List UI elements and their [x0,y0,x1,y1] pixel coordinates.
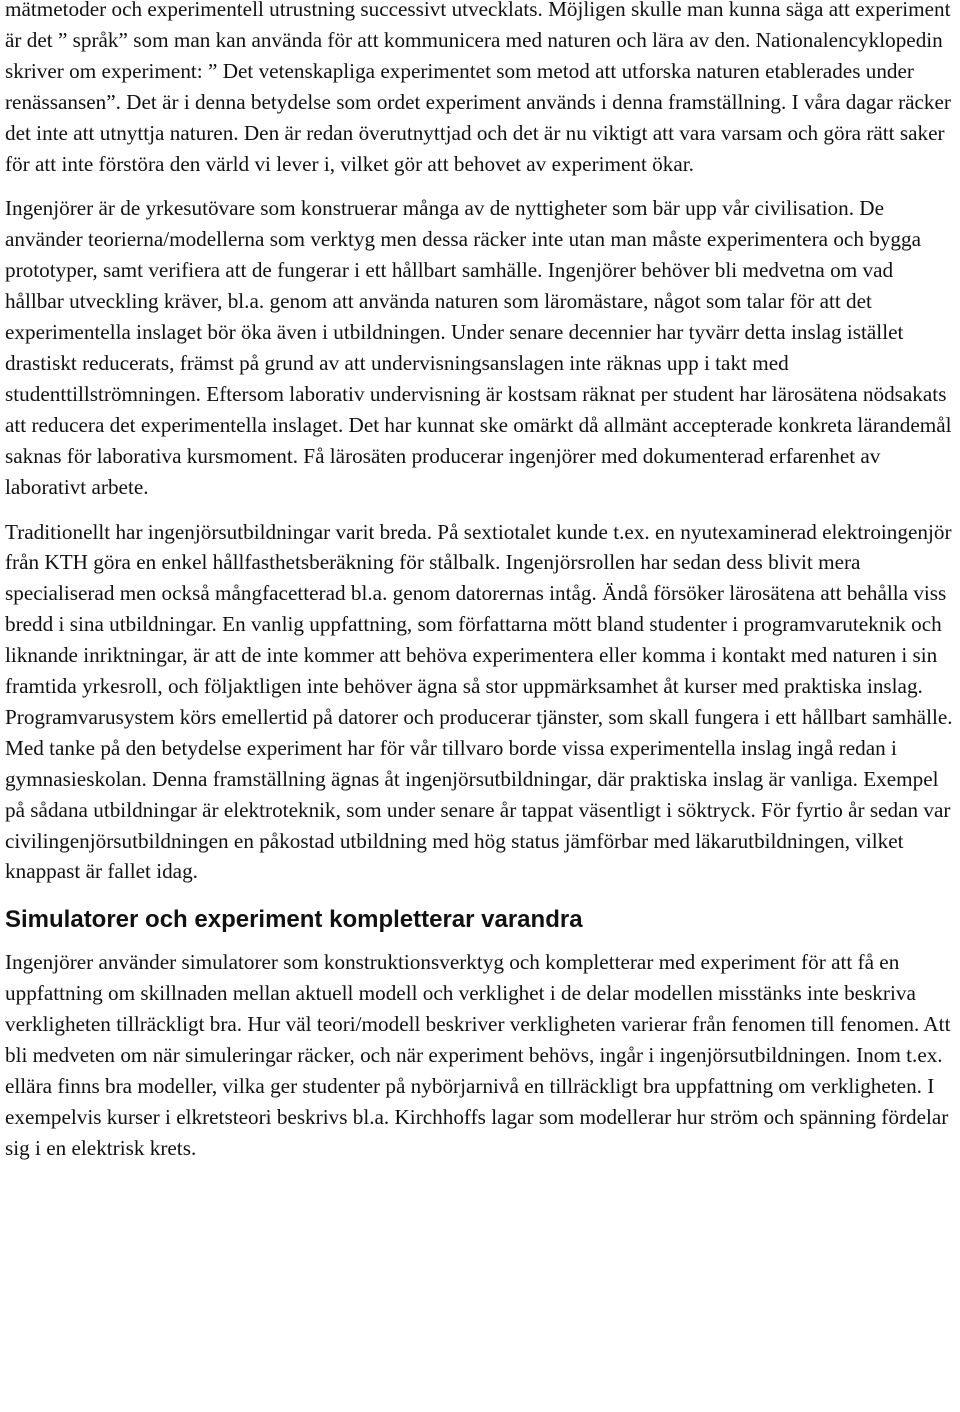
paragraph-engineers-sustainability: Ingenjörer är de yrkesutövare som konstruerar många av de nyttigheter som bär upp vår civilisation. De använder teorierna/modellerna som verktyg men dessa räcker inte utan man måste experimentera och bygga prototyper, samt verifiera att de fungerar i ett hållbart samhälle. Ingenjörer behöver bli medvetna om vad hållbar utveckling kräver, bl.a. genom att använda naturen som läromästare, något som talar för att det experimentella inslaget bör öka även i utbildningen. Under senare decennier har tyvärr detta inslag istället drastiskt reducerats, främst på grund av att undervisningsanslagen inte räknas upp i takt med studenttillströmningen. Eftersom laborativ undervisning är kostsam räknat per student har lärosätena nödsakats att reducera det experimentella inslaget. Det har kunnat ske omärkt då allmänt accepterade konkreta lärandemål saknas för laborativa kursmoment. Få lärosäten producerar ingenjörer med dokumenterad erfarenhet av laborativt arbete. [5,196,952,499]
paragraph-broad-engineering-education: Traditionellt har ingenjörsutbildningar varit breda. På sextiotalet kunde t.ex. en nyutexaminerad elektroingenjör från KTH göra en enkel hållfasthetsberäkning för stålbalk. Ingenjörsrollen har sedan dess blivit mera specialiserad men också mångfacetterad bl.a. genom datorernas intåg. Ändå försöker lärosätena att behålla viss bredd i sina utbildningar. En vanlig uppfattning, som författarna mött bland studenter i programvaruteknik och liknande inriktningar, är att de inte kommer att behöva experimentera eller komma i kontakt med naturen i sin framtida yrkesroll, och följaktligen inte behöver ägna så stor uppmärksamhet åt kurser med praktiska inslag. Programvarusystem körs emellertid på datorer och producerar tjänster, som skall fungera i ett hållbart samhälle. Med tanke på den betydelse experiment har för vår tillvaro borde vissa experimentella inslag ingå redan i gymnasieskolan. Denna framställning ägnas åt ingenjörsutbildningar, där praktiska inslag är vanliga. Exempel på sådana utbildningar är elektroteknik, som under senare år tappat väsentligt i söktryck. För fyrtio år sedan var civilingenjörsutbildningen en påkostad utbildning med hög status jämförbar med läkarutbildningen, vilket knappast är fallet idag. [5,519,953,884]
section-heading-simulators: Simulatorer och experiment kompletterar varandra [5,906,583,934]
paragraph-experiment-language: mätmetoder och experimentell utrustning successivt utvecklats. Möjligen skulle man kunna säga att experiment är det ” språk” som man kan använda för att kommunicera med naturen och lära av den. Nationalencyklopedin skriver om experiment: ” Det vetenskapliga experimentet som metod att utforska naturen etablerades under renässansen”. Det är i denna betydelse som ordet experiment används i denna framställning. I våra dagar räcker det inte att utnyttja naturen. Den är redan överutnyttjad och det är nu viktigt att vara varsam och göra rätt saker för att inte förstöra den värld vi lever i, vilket gör att behovet av experiment ökar. [5,0,951,176]
document-page [5,0,954,1412]
paragraph-simulators-experiments: Ingenjörer använder simulatorer som konstruktionsverktyg och kompletterar med experiment för att få en uppfattning om skillnaden mellan aktuell modell och verklighet i de delar modellen misstänks inte beskriva verkligheten tillräckligt bra. Hur väl teori/modell beskriver verkligheten varierar från fenomen till fenomen. Att bli medveten om när simuleringar räcker, och när experiment behövs, ingår i ingenjörsutbildningen. Inom t.ex. ellära finns bra modeller, vilka ger studenter på nybörjarnivå en tillräckligt bra uppfattning om verkligheten. I exempelvis kurser i elkretsteori beskrivs bl.a. Kirchhoffs lagar som modellerar hur ström och spänning fördelar sig i en elektrisk krets. [5,950,951,1160]
